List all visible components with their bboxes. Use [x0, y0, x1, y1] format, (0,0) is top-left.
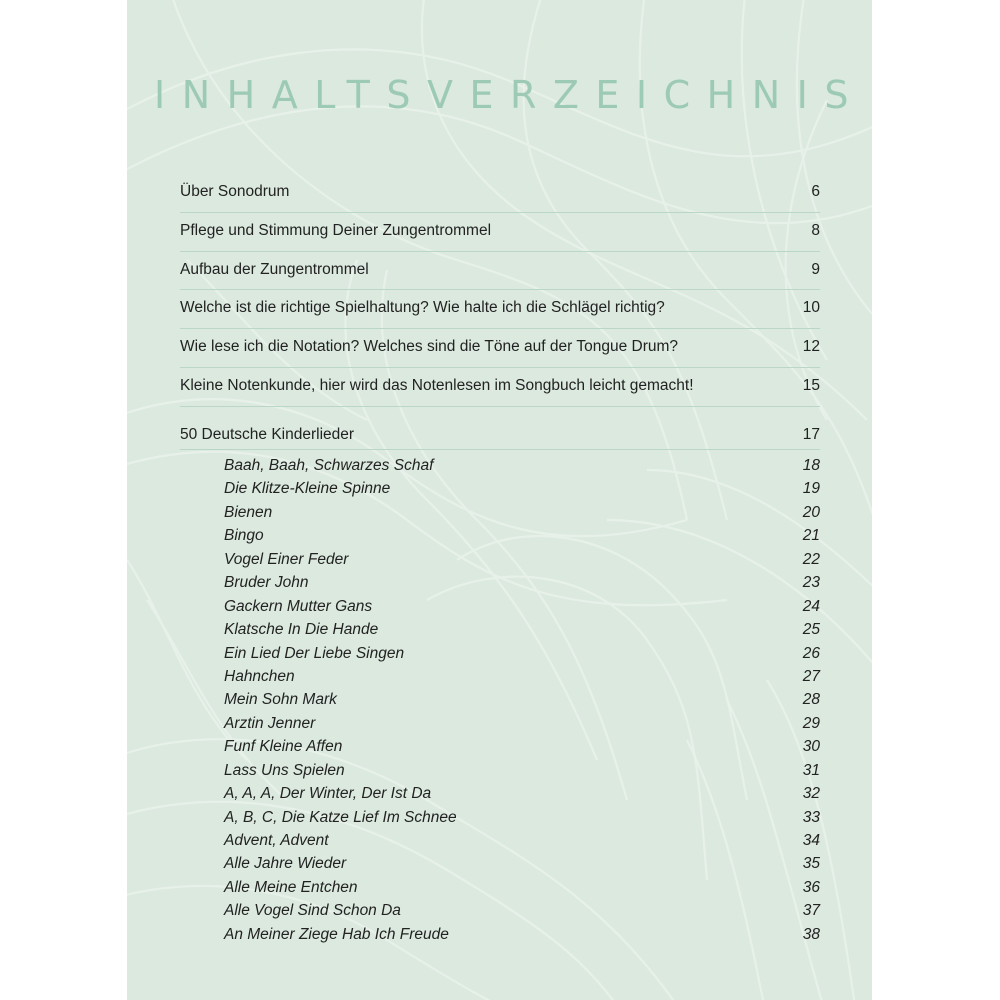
song-page: 26: [802, 644, 820, 662]
song-page: 29: [802, 714, 820, 732]
song-entry[interactable]: [224, 807, 820, 830]
toc-entry[interactable]: [180, 174, 820, 213]
song-entry[interactable]: [224, 549, 820, 572]
song-title: Advent, Advent: [224, 832, 329, 849]
toc-main-entries: [180, 174, 820, 407]
song-title: Alle Jahre Wieder: [224, 855, 347, 873]
song-title: Vogel Einer Feder: [224, 550, 349, 568]
song-title: Hahnchen: [224, 667, 295, 685]
song-page: 32: [802, 785, 820, 803]
song-title: A, B, C, Die Katze Lief Im Schnee: [224, 808, 457, 826]
song-page: 37: [802, 902, 820, 920]
song-title: Alle Meine Entchen: [224, 878, 358, 896]
toc-entry-page: 10: [802, 299, 820, 317]
song-page: 28: [802, 691, 820, 709]
song-page: 27: [802, 667, 820, 685]
song-list: [224, 455, 820, 947]
toc-entry-label: Pflege und Stimmung Deiner Zungentrommel: [180, 221, 492, 239]
toc-entry[interactable]: [180, 252, 820, 291]
toc-entry[interactable]: [180, 290, 820, 329]
song-page: 21: [802, 527, 820, 545]
song-entry[interactable]: [224, 760, 820, 783]
song-title: A, A, A, Der Winter, Der Ist Da: [224, 785, 432, 803]
song-title: Die Klitze-Kleine Spinne: [224, 480, 391, 498]
toc-entry-page: 15: [802, 376, 820, 394]
song-entry[interactable]: [224, 853, 820, 876]
song-page: 31: [802, 761, 820, 779]
song-entry[interactable]: [224, 877, 820, 900]
song-title: Bienen: [224, 503, 273, 521]
song-title: An Meiner Ziege Hab Ich Freude: [224, 925, 449, 943]
song-title: Ein Lied Der Liebe Singen: [224, 644, 405, 662]
song-title: Arztin Jenner: [224, 714, 316, 732]
toc-entry-page: 12: [802, 338, 820, 356]
song-title: Klatsche In Die Hande: [224, 621, 379, 639]
song-title: Bingo: [224, 527, 264, 545]
song-entry[interactable]: [224, 783, 820, 806]
song-entry[interactable]: [224, 643, 820, 666]
song-title: Lass Uns Spielen: [224, 761, 345, 779]
song-page: 38: [802, 925, 820, 943]
section-page: 17: [802, 426, 820, 443]
song-entry[interactable]: [224, 713, 820, 736]
song-entry[interactable]: [224, 900, 820, 923]
toc-entry-label: Kleine Notenkunde, hier wird das Notenlesen im Songbuch leicht gemacht!: [180, 376, 694, 394]
song-page: 33: [802, 808, 820, 826]
song-entry[interactable]: [224, 455, 820, 478]
song-page: 24: [802, 597, 820, 615]
song-title: Bruder John: [224, 574, 309, 592]
song-title: Gackern Mutter Gans: [224, 597, 373, 615]
toc-entry[interactable]: [180, 329, 820, 368]
toc-page: [127, 0, 872, 1000]
toc-entry[interactable]: [180, 368, 820, 407]
song-entry[interactable]: [224, 830, 820, 853]
song-entry[interactable]: [224, 736, 820, 759]
toc-entry-page: 9: [811, 260, 820, 278]
song-page: 23: [802, 574, 820, 592]
song-entry[interactable]: [224, 619, 820, 642]
toc-entry-label: Über Sonodrum: [180, 183, 290, 200]
song-entry[interactable]: [224, 502, 820, 525]
song-title: Mein Sohn Mark: [224, 691, 337, 709]
song-page: 30: [802, 738, 820, 756]
toc-entry-label: Aufbau der Zungentrommel: [180, 260, 369, 278]
song-title: Alle Vogel Sind Schon Da: [224, 902, 401, 920]
song-page: 20: [802, 503, 820, 521]
toc-section-heading[interactable]: [180, 416, 820, 450]
song-entry[interactable]: [224, 572, 820, 595]
song-page: 35: [802, 855, 820, 873]
toc-entry-label: Welche ist die richtige Spielhaltung? Wie halte ich die Schlägel richtig?: [180, 299, 665, 317]
toc-entry[interactable]: [180, 213, 820, 252]
song-title: Baah, Baah, Schwarzes Schaf: [224, 457, 434, 474]
song-page: 19: [802, 480, 820, 498]
song-title: Funf Kleine Affen: [224, 738, 343, 756]
song-entry[interactable]: [224, 666, 820, 689]
song-page: 22: [802, 550, 820, 568]
toc-entry-label: Wie lese ich die Notation? Welches sind die Töne auf der Tongue Drum?: [180, 338, 679, 356]
song-page: 34: [802, 832, 820, 849]
song-entry[interactable]: [224, 525, 820, 548]
song-page: 36: [802, 878, 820, 896]
song-entry[interactable]: [224, 924, 820, 947]
page-title: INHALTSVERZEICHNIS: [154, 73, 865, 117]
song-page: 18: [802, 457, 820, 474]
song-entry[interactable]: [224, 596, 820, 619]
song-page: 25: [802, 621, 820, 639]
toc-entry-page: 8: [811, 221, 820, 239]
section-label: 50 Deutsche Kinderlieder: [180, 426, 355, 443]
toc-entry-page: 6: [811, 183, 820, 200]
song-entry[interactable]: [224, 478, 820, 501]
song-entry[interactable]: [224, 689, 820, 712]
